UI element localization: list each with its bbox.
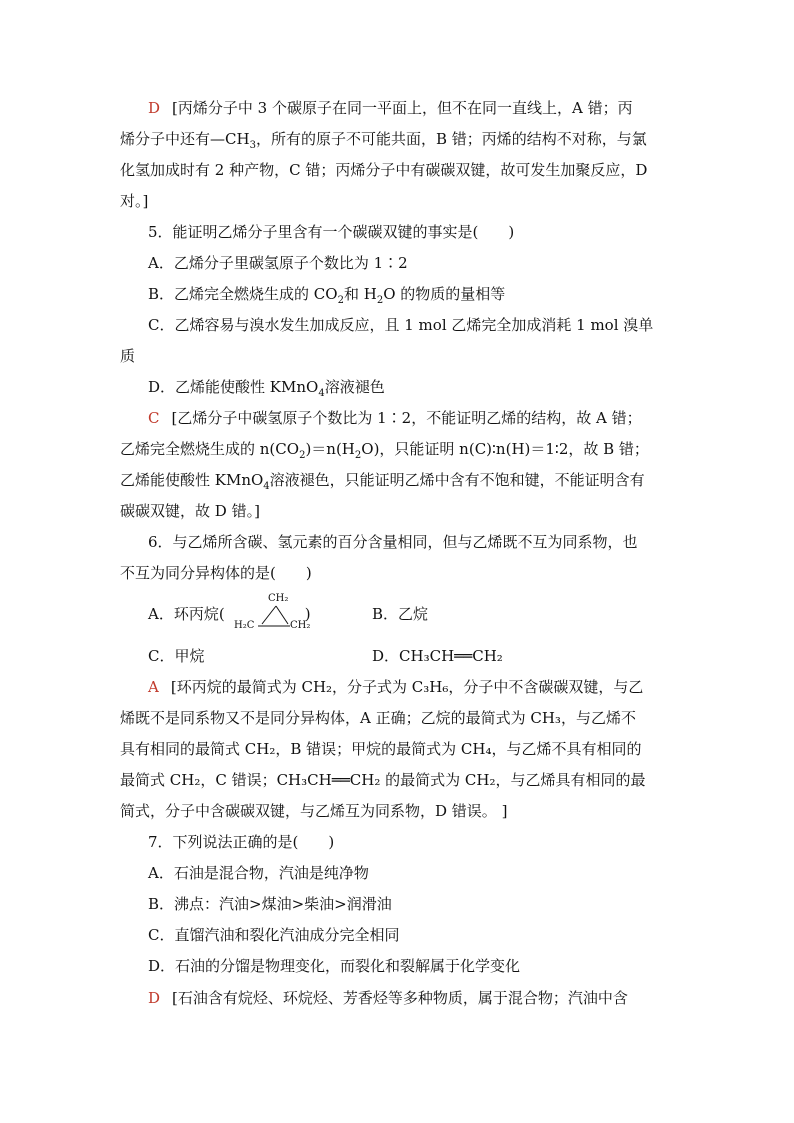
ring-left-label: H₂C [234, 620, 255, 631]
q6-option-c: C．甲烷 [148, 647, 205, 665]
q7-option-b: B．沸点：汽油>煤油>柴油>润滑油 [148, 895, 392, 913]
q5-explanation-line2: 乙烯完全燃烧生成的 $n(CO_2)=n(H_2O)$，只能证明 n(C)∶n(H)＝1∶2，故 B 错； [120, 440, 649, 461]
q6-explanation-line1: A [环丙烷的最简式为 CH₂，分子式为 C₃H₆，分子中不含碳碳双键，与乙 [148, 678, 644, 696]
answer-letter: C [148, 409, 160, 427]
q4-explanation-line4: 对。] [120, 192, 149, 210]
q4-explanation-line3: 化氢加成时有 2 种产物，C 错；丙烯分子中有碳碳双键，故可发生加聚反应，D [120, 161, 648, 179]
q6-option-d: D．CH₃CH══CH₂ [372, 647, 503, 665]
q6-explanation-line5: 简式，分子中含碳碳双键，与乙烯互为同系物，D 错误。 ] [120, 802, 508, 820]
q5-explanation-line3: 乙烯能使酸性 KMnO$_4$溶液褪色，只能证明乙烯中含有不饱和键，不能证明含有 [120, 471, 645, 492]
answer-letter: D [148, 989, 161, 1007]
q6-explanation-line4: 最简式 CH₂，C 错误；CH₃CH══CH₂ 的最简式为 CH₂，与乙烯具有相同的最 [120, 771, 646, 789]
q6-explanation-line2: 烯既不是同系物又不是同分异构体，A 正确；乙烷的最简式为 CH₃，与乙烯不 [120, 709, 636, 727]
q7-stem: 7．下列说法正确的是( ) [148, 833, 335, 851]
q7-option-a: A．石油是混合物，汽油是纯净物 [148, 864, 369, 882]
q5-option-c: C．乙烯容易与溴水发生加成反应，且 1 mol 乙烯完全加成消耗 1 mol 溴单 [148, 316, 654, 334]
q5-explanation-line4: 碳碳双键，故 D 错。] [120, 502, 260, 520]
q7-option-d: D．石油的分馏是物理变化，而裂化和裂解属于化学变化 [148, 957, 521, 975]
q6-stem-line1: 6．与乙烯所含碳、氢元素的百分含量相同，但与乙烯既不互为同系物，也 [148, 533, 638, 551]
q6-explanation-line3: 具有相同的最简式 CH₂，B 错误；甲烷的最简式为 CH₄，与乙烯不具有相同的 [120, 740, 642, 758]
ring-right-label: CH₂ [290, 620, 311, 631]
q6-option-b: B．乙烷 [372, 605, 429, 623]
q5-option-c-cont: 质 [120, 347, 136, 365]
q5-stem: 5．能证明乙烯分子里含有一个碳碳双键的事实是( ) [148, 223, 515, 241]
q6-stem-line2: 不互为同分异构体的是( ) [120, 564, 312, 582]
q5-option-d: D．乙烯能使酸性 KMnO$_4$溶液褪色 [148, 378, 385, 399]
q7-option-c: C．直馏汽油和裂化汽油成分完全相同 [148, 926, 400, 944]
q4-explanation-line1: D [丙烯分子中 3 个碳原子在同一平面上，但不在同一直线上，A 错；丙 [148, 99, 633, 117]
cyclopropane-structure [232, 594, 316, 634]
ring-top-label: CH₂ [268, 593, 289, 604]
answer-letter: D [148, 99, 161, 117]
q5-option-a: A．乙烯分子里碳氢原子个数比为 1∶2 [148, 254, 408, 272]
q7-explanation-line1: D [石油含有烷烃、环烷烃、芳香烃等多种物质，属于混合物；汽油中含 [148, 989, 628, 1007]
answer-letter: A [148, 678, 159, 696]
q6-option-a: A．环丙烷( ) [148, 605, 311, 623]
q5-option-b: B．乙烯完全燃烧生成的 $CO_2$和 $H_2O$ 的物质的量相等 [148, 285, 506, 306]
q5-explanation-line1: C [乙烯分子中碳氢原子个数比为 1∶2，不能证明乙烯的结构，故 A 错； [148, 409, 642, 427]
q4-explanation-line2: 烯分子中还有$—CH_3$，所有的原子不可能共面，B 错；丙烯的结构不对称，与氯 [120, 130, 647, 151]
